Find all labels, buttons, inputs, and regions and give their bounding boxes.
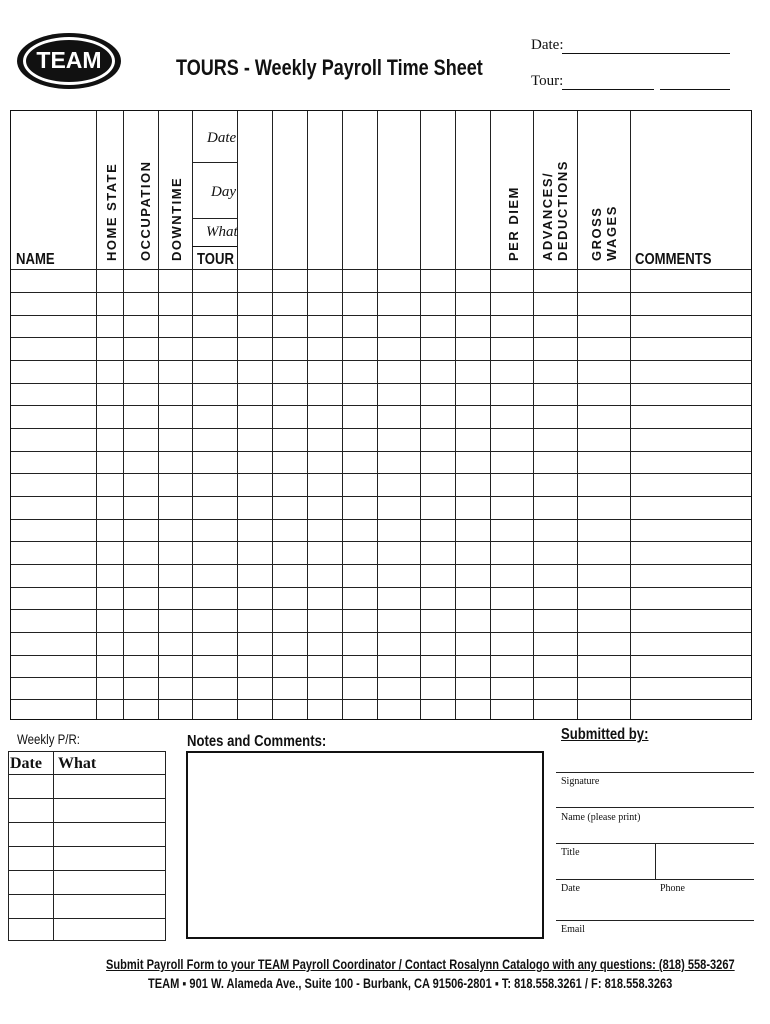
- row-line: [11, 519, 751, 520]
- email-line[interactable]: [556, 920, 754, 921]
- wt-row-line: [9, 798, 165, 799]
- weekly-what-header: What: [58, 755, 97, 772]
- notes-label: Notes and Comments:: [187, 733, 327, 750]
- row-line: [11, 699, 751, 700]
- day-row-label: Day: [211, 184, 236, 200]
- row-line: [11, 292, 751, 293]
- row-line: [11, 315, 751, 316]
- col-header-home-state: HOME STATE: [104, 162, 119, 261]
- wt-row-line: [9, 918, 165, 919]
- date-phone-line[interactable]: [556, 879, 754, 880]
- col-header-name: NAME: [16, 251, 55, 268]
- grid-vline: [192, 111, 193, 719]
- row-line: [11, 677, 751, 678]
- row-line: [11, 609, 751, 610]
- footer-contact-line: Submit Payroll Form to your TEAM Payroll Coordinator / Contact Rosalynn Catalogo with any questions: (818) 558-3267: [106, 957, 735, 972]
- email-label: Email: [561, 924, 585, 935]
- grid-vline: [307, 111, 308, 719]
- grid-vline: [237, 111, 238, 719]
- phone-label: Phone: [660, 883, 685, 894]
- date-day-divider: [192, 162, 237, 163]
- row-line: [11, 473, 751, 474]
- col-header-comments: COMMENTS: [635, 251, 712, 268]
- wt-row-line: [9, 822, 165, 823]
- weekly-pr-label: Weekly P/R:: [17, 731, 80, 747]
- grid-vline: [420, 111, 421, 719]
- grid-vline: [455, 111, 456, 719]
- grid-vline: [630, 111, 631, 719]
- row-line: [11, 383, 751, 384]
- row-line: [11, 451, 751, 452]
- tour-row-label: TOUR: [197, 251, 234, 268]
- page-title: TOURS - Weekly Payroll Time Sheet: [176, 55, 483, 80]
- row-line: [11, 360, 751, 361]
- grid-vline: [158, 111, 159, 719]
- tour-field[interactable]: [562, 89, 654, 90]
- grid-vline: [577, 111, 578, 719]
- wt-row-line: [9, 894, 165, 895]
- row-line: [11, 587, 751, 588]
- what-row-label: What: [206, 224, 238, 240]
- tour-label: Tour:: [531, 73, 564, 89]
- row-line: [11, 564, 751, 565]
- grid-vline: [96, 111, 97, 719]
- row-line: [11, 428, 751, 429]
- timesheet-grid: [10, 110, 752, 720]
- notes-box[interactable]: [186, 751, 544, 939]
- row-line: [11, 496, 751, 497]
- row-line: [11, 632, 751, 633]
- col-header-per-diem: PER DIEM: [506, 186, 521, 261]
- weekly-date-header: Date: [10, 755, 42, 772]
- row-line: [11, 405, 751, 406]
- logo-text: TEAM: [36, 47, 102, 73]
- name-line[interactable]: [556, 807, 754, 808]
- col-header-advances: [540, 160, 570, 261]
- footer-address-line: TEAM ▪ 901 W. Alameda Ave., Suite 100 - Burbank, CA 91506-2801 ▪ T: 818.558.3261 / F: 818.558.3263: [148, 976, 673, 991]
- signature-label: Signature: [561, 776, 600, 787]
- advances-line2: DEDUCTIONS: [555, 160, 570, 261]
- advances-line1: ADVANCES/: [540, 171, 555, 261]
- date-label-bottom: Date: [561, 883, 580, 894]
- wt-row-line: [9, 774, 165, 775]
- row-line: [11, 541, 751, 542]
- grid-vline: [533, 111, 534, 719]
- col-header-downtime: DOWNTIME: [169, 176, 184, 261]
- gross-line2: WAGES: [604, 205, 619, 261]
- col-header-gross-wages: [589, 205, 619, 261]
- what-tour-divider: [192, 246, 237, 247]
- tour-field-extra[interactable]: [660, 89, 730, 90]
- header-bottom-line: [11, 269, 751, 270]
- title-divider: [655, 843, 656, 879]
- signature-line[interactable]: [556, 772, 754, 773]
- weekly-pr-table: [8, 751, 166, 941]
- grid-vline: [490, 111, 491, 719]
- grid-vline: [342, 111, 343, 719]
- name-label: Name (please print): [561, 812, 641, 823]
- gross-line1: GROSS: [589, 206, 604, 261]
- date-field[interactable]: [562, 53, 730, 54]
- grid-vline: [123, 111, 124, 719]
- row-line: [11, 337, 751, 338]
- title-label: Title: [561, 847, 580, 858]
- col-header-occupation: OCCUPATION: [138, 160, 153, 261]
- grid-vline: [272, 111, 273, 719]
- date-row-label: Date: [207, 130, 237, 146]
- row-line: [11, 655, 751, 656]
- wt-row-line: [9, 846, 165, 847]
- grid-vline: [377, 111, 378, 719]
- day-what-divider: [192, 218, 237, 219]
- team-logo: [17, 33, 125, 91]
- wt-row-line: [9, 870, 165, 871]
- date-label: Date:: [531, 37, 564, 53]
- submitted-by-label: Submitted by:: [561, 726, 649, 743]
